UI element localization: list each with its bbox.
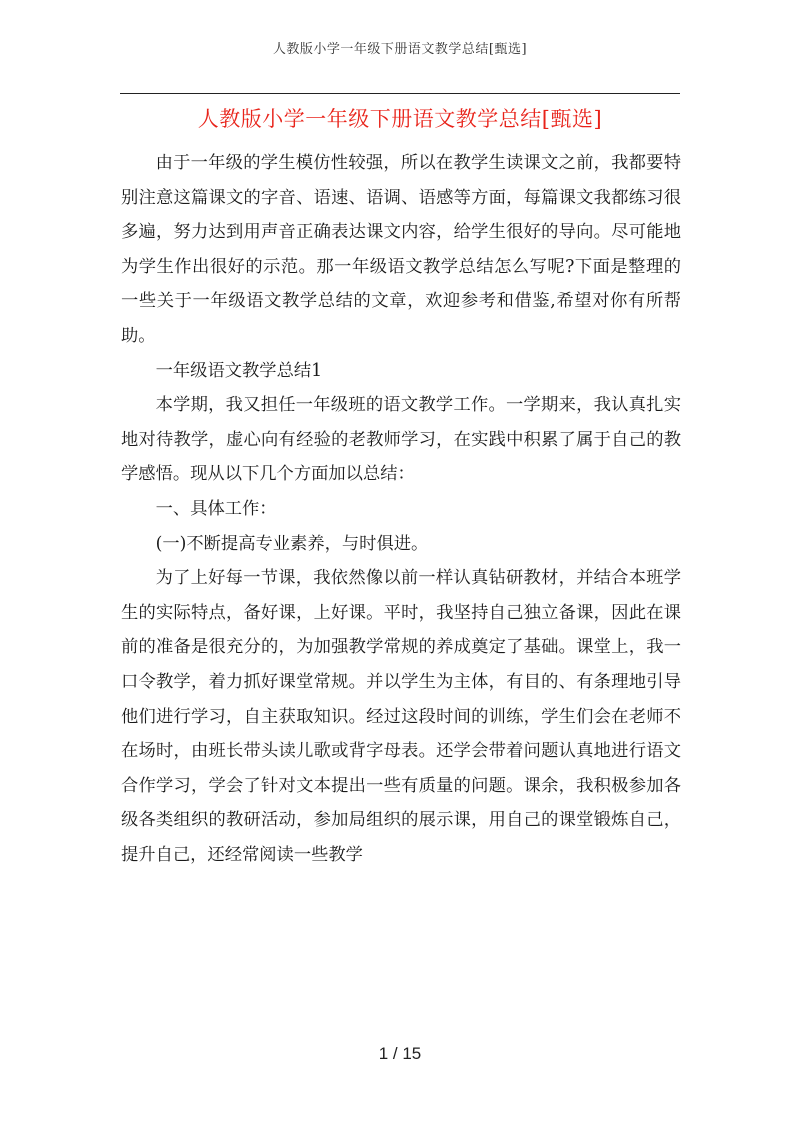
header-divider xyxy=(120,93,680,94)
body-paragraph: 本学期，我又担任一年级班的语文教学工作。一学期来，我认真扎实地对待教学，虚心向有经验的老教师学习，在实践中积累了属于自己的教学感悟。现从以下几个方面加以总结： xyxy=(121,395,681,485)
running-header: 人教版小学一年级下册语文教学总结[甄选] xyxy=(272,42,528,57)
document-title: 人教版小学一年级下册语文教学总结[甄选] xyxy=(197,107,603,131)
document-body xyxy=(121,146,681,872)
intro-paragraph: 由于一年级的学生模仿性较强，所以在教学生读课文之前，我都要特别注意这篇课文的字音、语速、语调、语感等方面，每篇课文我都练习很多遍，努力达到用声音正确表达课文内容，给学生很好的导向。尽可能地为学生作出很好的示范。那一年级语文教学总结怎么写呢?下面是整理的一些关于一年级语文教学总结的文章，欢迎参考和借鉴,希望对你有所帮助。 xyxy=(121,153,681,346)
body-paragraph: 为了上好每一节课，我依然像以前一样认真钻研教材，并结合本班学生的实际特点，备好课，上好课。平时，我坚持自己独立备课，因此在课前的准备是很充分的，为加强教学常规的养成奠定了基础。课堂上，我一口令教学，着力抓好课堂常规。并以学生为主体，有目的、有条理地引导他们进行学习，自主获取知识。经过这段时间的训练，学生们会在老师不在场时，由班长带头读儿歌或背字母表。还学会带着问题认真地进行语文合作学习，学会了针对文本提出一些有质量的问题。课余，我积极参加各级各类组织的教研活动，参加局组织的展示课，用自己的课堂锻炼自己，提升自己，还经常阅读一些教学 xyxy=(121,568,681,865)
sub-subsection-heading: (一)不断提高专业素养，与时俱进。 xyxy=(155,533,429,554)
section-heading: 一年级语文教学总结1 xyxy=(155,360,323,381)
subsection-heading: 一、具体工作： xyxy=(155,498,277,519)
page-number: 1 / 15 xyxy=(378,1044,422,1063)
